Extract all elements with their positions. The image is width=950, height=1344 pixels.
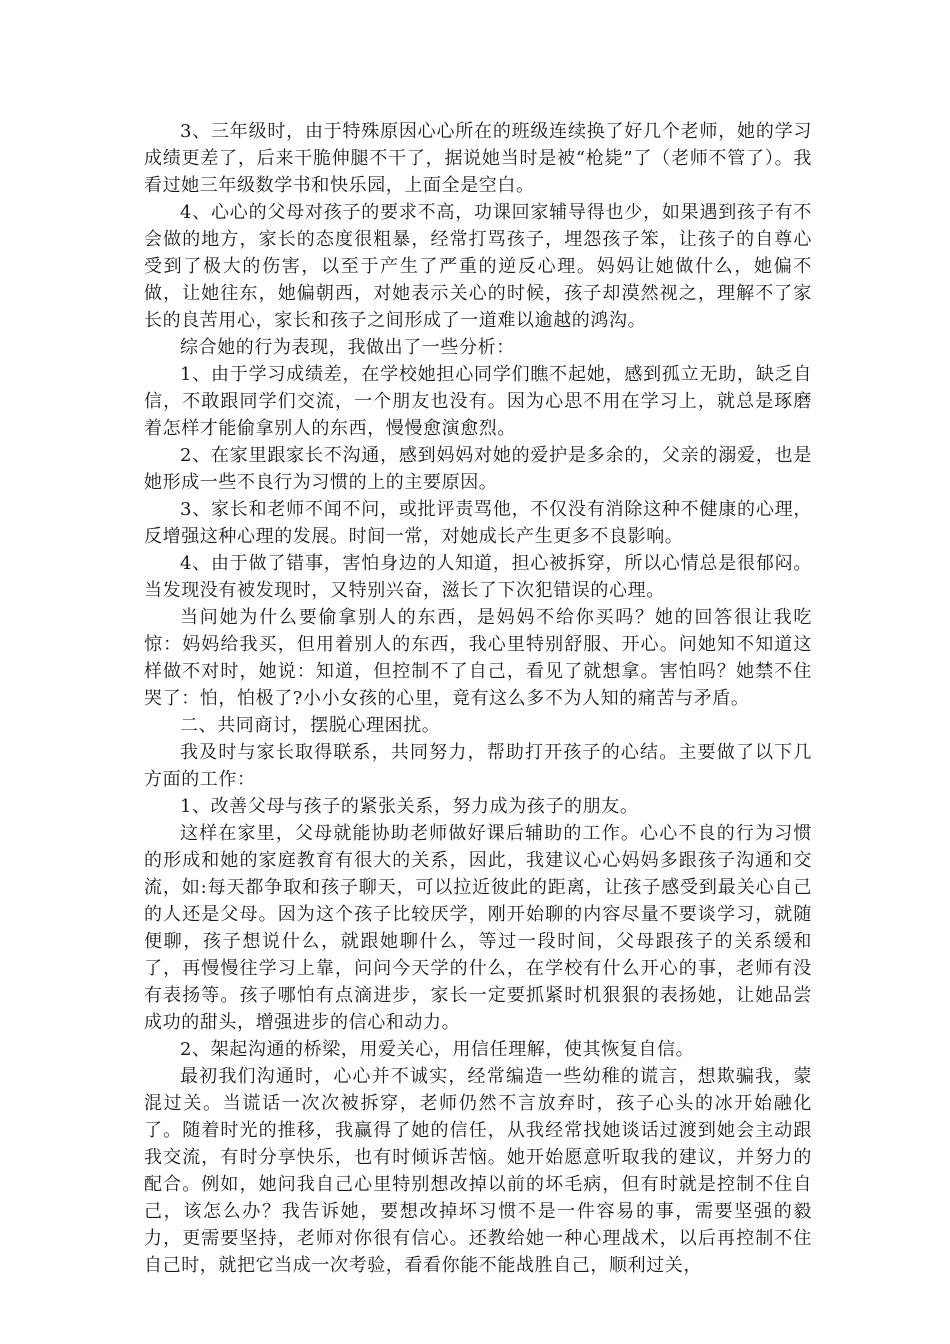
paragraph: 2、在家里跟家长不沟通，感到妈妈对她的爱护是多余的，父亲的溺爱，也是她形成一些不良行为习惯的上的主要原因。	[144, 445, 812, 493]
paragraph: 综合她的行为表现，我做出了一些分析：	[180, 337, 515, 358]
paragraph: 4、由于做了错事，害怕身边的人知道，担心被拆穿，所以心情总是很郁闷。当发现没有被发现时，又特别兴奋，滋长了下次犯错误的心理。	[144, 553, 812, 601]
paragraph: 我及时与家长取得联系，共同努力，帮助打开孩子的心结。主要做了以下几方面的工作：	[144, 742, 812, 790]
subheading: 1、改善父母与孩子的紧张关系，努力成为孩子的朋友。	[180, 796, 639, 817]
paragraph: 1、由于学习成绩差，在学校她担心同学们瞧不起她，感到孤立无助，缺乏自信，不敢跟同学们交流，一个朋友也没有。因为心思不用在学习上，就总是琢磨着怎样才能偷拿别人的东西，慢慢愈演愈烈。	[144, 364, 812, 439]
paragraph: 最初我们沟通时，心心并不诚实，经常编造一些幼稚的谎言，想欺骗我，蒙混过关。当谎话一次次被拆穿，老师仍然不言放弃时，孩子心头的冰开始融化了。随着时光的推移，我赢得了她的信任，从我经常找她谈话过渡到她会主动跟我交流，有时分享快乐，也有时倾诉苦恼。她开始愿意听取我的建议，并努力的配合。例如，她问我自己心里特别想改掉以前的坏毛病，但有时就是控制不住自己，该怎么办？我告诉她，要想改掉坏习惯不是一件容易的事，需要坚强的毅力，更需要坚持，老师对你很有信心。还教给她一种心理战术，以后再控制不住自己时，就把它当成一次考验，看看你能不能战胜自己，顺利过关，	[144, 1066, 812, 1276]
paragraph: 这样在家里，父母就能协助老师做好课后辅助的工作。心心不良的行为习惯的形成和她的家庭教育有很大的关系，因此，我建议心心妈妈多跟孩子沟通和交流，如:每天都争取和孩子聊天，可以拉近彼此的距离，让孩子感受到最关心自己的人还是父母。因为这个孩子比较厌学，刚开始聊的内容尽量不要谈学习，就随便聊，孩子想说什么，就跟她聊什么，等过一段时间，父母跟孩子的关系缓和了，再慢慢往学习上靠，问问今天学的什么，在学校有什么开心的事，老师有没有表扬等。孩子哪怕有点滴进步，家长一定要抓紧时机狠狠的表扬她，让她品尝成功的甜头，增强进步的信心和动力。	[144, 823, 812, 1033]
paragraph: 3、三年级时，由于特殊原因心心所在的班级连续换了好几个老师，她的学习成绩更差了，后来干脆伸腿不干了，据说她当时是被“枪毙”了（老师不管了）。我看过她三年级数学书和快乐园，上面全是空白。	[144, 121, 812, 196]
paragraph: 当问她为什么要偷拿别人的东西，是妈妈不给你买吗？她的回答很让我吃惊：妈妈给我买，但用着别人的东西，我心里特别舒服、开心。问她知不知道这样做不对时，她说：知道，但控制不了自己，看见了就想拿。害怕吗？她禁不住哭了：怕，怕极了?小小女孩的心里，竟有这么多不为人知的痛苦与矛盾。	[144, 607, 812, 709]
section-heading: 二、共同商讨，摆脱心理困扰。	[180, 715, 441, 736]
paragraph: 4、心心的父母对孩子的要求不高，功课回家辅导得也少，如果遇到孩子有不会做的地方，家长的态度很粗暴，经常打骂孩子，埋怨孩子笨，让孩子的自尊心受到了极大的伤害，以至于产生了严重的逆反心理。妈妈让她做什么，她偏不做，让她往东，她偏朝西，对她表示关心的时候，孩子却漠然视之，理解不了家长的良苦用心，家长和孩子之间形成了一道难以逾越的鸿沟。	[144, 202, 812, 331]
subheading: 2、架起沟通的桥梁，用爱关心，用信任理解，使其恢复自信。	[180, 1039, 695, 1060]
document-body	[144, 118, 812, 1279]
paragraph: 3、家长和老师不闻不问，或批评责骂他，不仅没有消除这种不健康的心理，反增强这种心理的发展。时间一常，对她成长产生更多不良影响。	[144, 499, 812, 547]
